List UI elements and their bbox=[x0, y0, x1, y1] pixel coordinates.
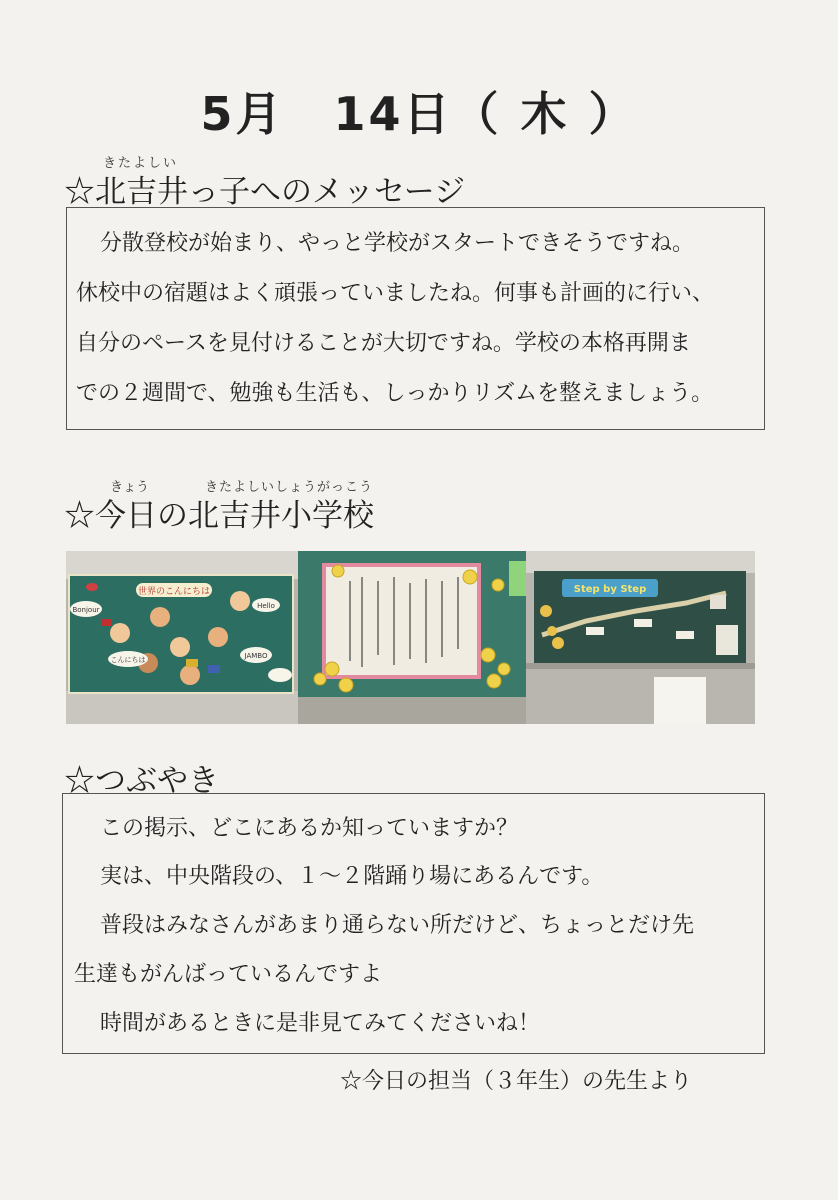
tsubuyaki-line: 普段はみなさんがあまり通らない所だけど、ちょっとだけ先 bbox=[100, 913, 695, 938]
date-title: 5月 14日（ 木 ） bbox=[200, 87, 638, 141]
message-line: 自分のペースを見付けることが大切ですね。学校の本格再開ま bbox=[76, 331, 691, 356]
tsubuyaki-heading: ☆つぶやき bbox=[64, 763, 219, 799]
heading-ruby-kitayoshii: きたよしい bbox=[103, 156, 179, 171]
board-title-text: 世界のこんにちは bbox=[137, 587, 211, 597]
tsubuyaki-line: この掲示、どこにあるか知っていますか？ bbox=[100, 816, 519, 841]
photo-step-by-step-board bbox=[526, 551, 755, 724]
message-line: 休校中の宿題はよく頑張っていましたね。何事も計画的に行い、 bbox=[76, 281, 715, 306]
teacher-credit: ☆今日の担当（３年生）の先生より bbox=[340, 1069, 693, 1094]
message-heading: ☆北吉井っ子へのメッセージ bbox=[64, 174, 466, 210]
tsubuyaki-line: 生達もがんばっているんですよ bbox=[74, 962, 383, 987]
tsubuyaki-line: 実は、中央階段の、１～２階踊り場にあるんです。 bbox=[100, 864, 604, 889]
step-banner-text: Step by Step bbox=[573, 584, 647, 595]
tsubuyaki-line: 時間があるときに是非見てみてくださいね！ bbox=[100, 1011, 541, 1036]
message-line: 分散登校が始まり、やっと学校がスタートできそうですね。 bbox=[100, 231, 695, 256]
bubble-jambo-text: JAMBO bbox=[244, 652, 268, 660]
heading-ruby-kyou: きょう bbox=[110, 480, 150, 495]
bubble-hello-text: Hello bbox=[257, 602, 275, 610]
school-heading: ☆今日の北吉井小学校 bbox=[64, 498, 374, 534]
photo-world-greetings-board bbox=[66, 551, 298, 724]
heading-ruby-school: きたよしいしょうがっこう bbox=[205, 480, 374, 495]
photo-poem-board bbox=[298, 551, 526, 724]
bubble-bonjour-text: Bonjour bbox=[72, 606, 100, 614]
message-line: での２週間で、勉強も生活も、しっかりリズムを整えましょう。 bbox=[76, 381, 714, 406]
bubble-konnichiwa-text: こんにちは bbox=[110, 656, 146, 664]
